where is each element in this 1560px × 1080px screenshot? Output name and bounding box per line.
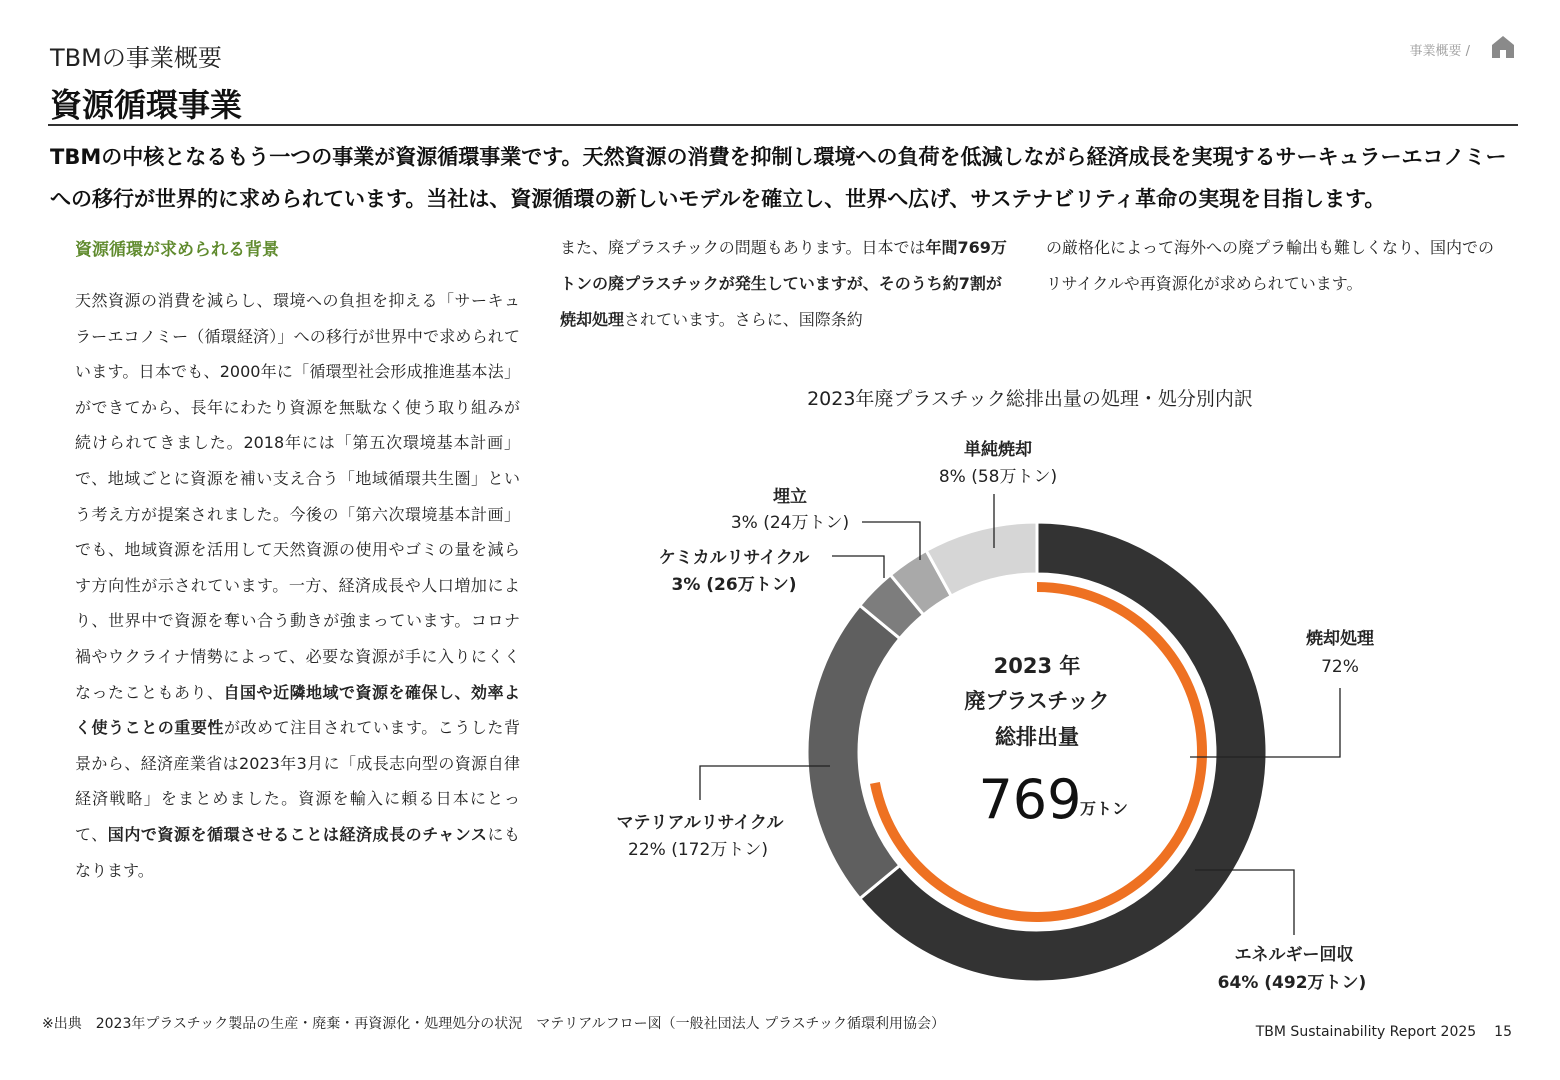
plastic-text-part: されています。さらに、国際条約 <box>624 310 863 329</box>
center-total-value: 769 <box>978 768 1082 831</box>
report-name: TBM Sustainability Report 2025 <box>1255 1024 1477 1040</box>
section-label: TBMの事業概要 <box>50 44 222 72</box>
chart-title: 2023年廃プラスチック総排出量の処理・処分別内訳 <box>807 388 1253 410</box>
incineration-label: 焼却処理 <box>1306 629 1374 649</box>
breadcrumb[interactable]: 事業概要 / <box>1409 44 1470 59</box>
section-subheading: 資源循環が求められる背景 <box>75 240 279 260</box>
center-year: 2023 年 <box>993 654 1081 678</box>
center-label: 総排出量 <box>995 725 1079 749</box>
page-footer <box>1256 1024 1512 1040</box>
background-text-part: が改めて注目されています。こうした背景から、経済産業省は2023年3月に「成長志向型の資源自律経済戦略」をまとめました。資源を輸入に頼る日本にとって、 <box>75 718 520 844</box>
page-title: 資源循環事業 <box>50 86 243 124</box>
center-label: 廃プラスチック <box>964 689 1110 713</box>
leader-line <box>862 522 920 560</box>
chemical-recycle-value: 3% (26万トン) <box>671 575 797 595</box>
lead-paragraph: TBMの中核となるもう一つの事業が資源循環事業です。天然資源の消費を抑制し環境への負荷を低減しながら経済成長を実現するサーキュラーエコノミーへの移行が世界的に求められています。当社は、資源循環の新しいモデルを確立し、世界へ広げ、サステナビリティ革命の実現を目指します。 <box>50 145 1507 211</box>
energy-recovery-label: エネルギー回収 <box>1234 945 1354 965</box>
background-text-emphasis: 自国や近隣地域で資源を確保し、効率よく使うことの重要性 <box>75 682 520 738</box>
center-total-unit: 万トン <box>1079 799 1129 818</box>
plastic-problem-text-continued: の厳格化によって海外への廃プラ輸出も難しくなり、国内でのリサイクルや再資源化が求められています。 <box>1046 238 1495 293</box>
background-text-part: にもなります。 <box>75 824 520 880</box>
landfill-value: 3% (24万トン) <box>730 513 850 533</box>
simple-incineration-label: 単純焼却 <box>964 440 1032 460</box>
leader-line <box>832 556 884 578</box>
material-recycle-value: 22% (172万トン) <box>628 840 768 860</box>
simple-incineration-value: 8% (58万トン) <box>938 467 1058 487</box>
source-footnote: ※出典 2023年プラスチック製品の生産・廃棄・再資源化・処理処分の状況 マテリアルフロー図（一般社団法人 プラスチック循環利用協会） <box>42 1016 946 1032</box>
background-text-part: 天然資源の消費を減らし、環境への負担を抑える「サーキュラーエコノミー（循環経済）」への移行が世界中で求められています。日本でも、2000年に「循環型社会形成推進基本法」ができてから、長年にわたり資源を無駄なく使う取り組みが続けられてきました。2018年には「第五次環境基本計画」で、地域ごとに資源を補い支え合う「地域循環共生圏」という考え方が提案されました。今後の「第六次環境基本計画」でも、地域資源を活用して天然資源の使用やゴミの量を減らす方向性が示されています。一方、経済成長や人口増加により、世界中で資源を奪い合う動きが強まっています。コロナ禍やウクライナ情勢によって、必要な資源が手に入りにくくなったこともあり、 <box>75 291 520 702</box>
energy-recovery-value: 64% (492万トン) <box>1217 973 1367 993</box>
donut-slice-1 <box>807 605 900 898</box>
chemical-recycle-label: ケミカルリサイクル <box>658 548 810 568</box>
incineration-value: 72% <box>1321 657 1359 677</box>
plastic-text-part: また、廃プラスチックの問題もあります。日本では <box>560 238 926 257</box>
landfill-label: 埋立 <box>773 487 807 507</box>
incineration-ring <box>870 582 1207 922</box>
plastic-text-emphasis: 年間769万トンの廃プラスチックが発生していますが、そのうち約7割が焼却処理 <box>560 238 1007 329</box>
page-number: 15 <box>1494 1024 1512 1040</box>
material-recycle-label: マテリアルリサイクル <box>616 813 784 833</box>
background-text-emphasis: 国内で資源を循環させることは経済成長のチャンス <box>107 824 488 844</box>
